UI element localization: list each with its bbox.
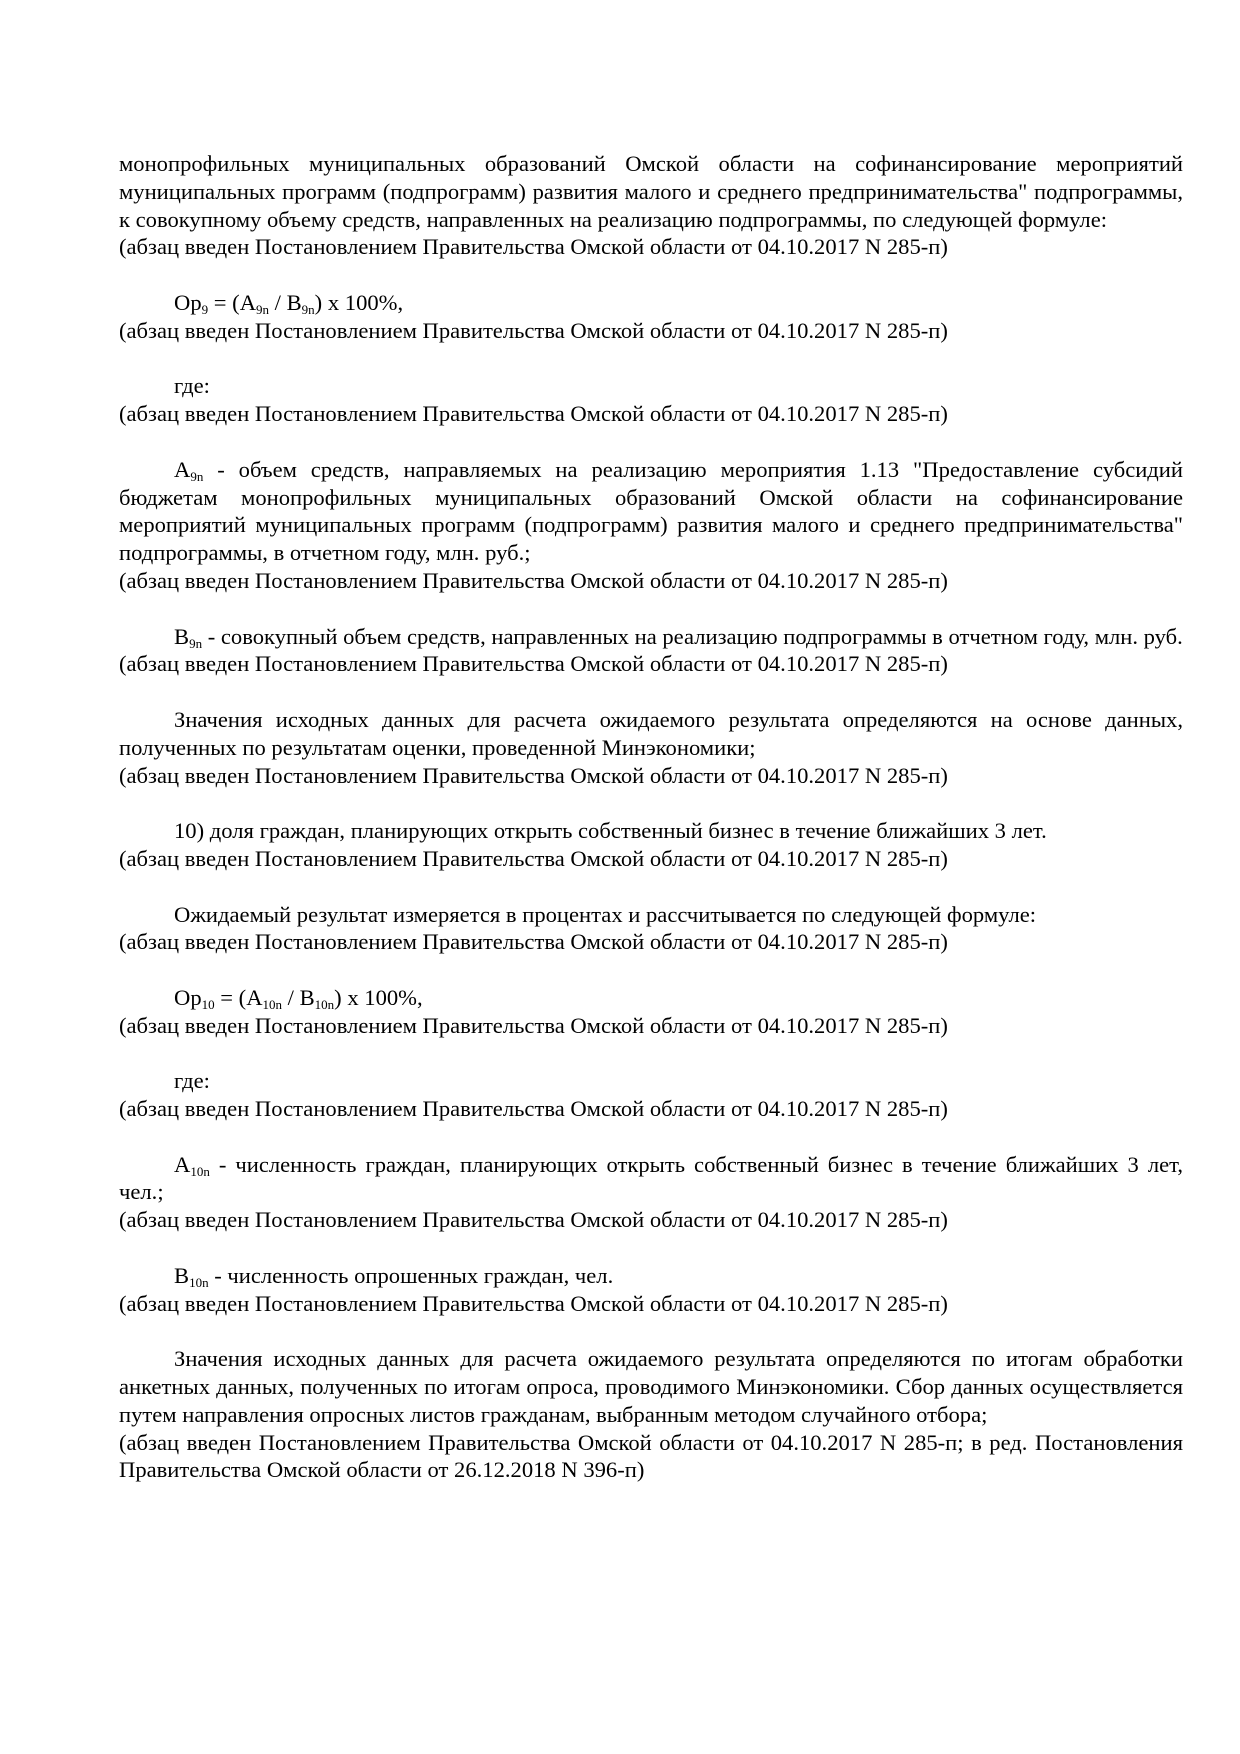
source-data-paragraph: Значения исходных данных для расчета ожидаемого результата определяются на основе данных, полученных по результатам оценки, проведенной Минэкономики; [119,706,1183,760]
spacer [119,678,1183,706]
item-10: 10) доля граждан, планирующих открыть собственный бизнес в течение ближайших 3 лет. [174,818,1047,844]
definition-a10n: A10n - численность граждан, планирующих открыть собственный бизнес в течение ближайших 3 лет, чел.; [119,1151,1183,1205]
spacer [119,1040,1183,1068]
spacer [119,1234,1183,1262]
where-label: где: [174,373,210,399]
spacer [119,595,1183,623]
amendment-note: (абзац введен Постановлением Правительства Омской области от 04.10.2017 N 285-п) [119,401,948,427]
where-label: где: [174,1068,210,1094]
amendment-note: (абзац введен Постановлением Правительства Омской области от 04.10.2017 N 285-п) [119,1290,948,1316]
amendment-note: (абзац введен Постановлением Правительства Омской области от 04.10.2017 N 285-п) [119,1012,948,1038]
spacer [119,789,1183,817]
amendment-note: (абзац введен Постановлением Правительства Омской области от 04.10.2017 N 285-п) [119,929,948,955]
spacer [119,1123,1183,1151]
amendment-note: (абзац введен Постановлением Правительства Омской области от 04.10.2017 N 285-п) [119,1207,948,1233]
document-page [119,150,1183,1484]
spacer [119,873,1183,901]
source-data-paragraph: Значения исходных данных для расчета ожидаемого результата определяются по итогам обработки анкетных данных, полученных по итогам опроса, проводимого Минэкономики. Сбор данных осуществляется путем направления опросных листов гражданам, выбранным методом случайного отбора; [119,1346,1183,1427]
amendment-note: (абзац введен Постановлением Правительства Омской области от 04.10.2017 N 285-п) [119,1096,948,1122]
amendment-note: (абзац введен Постановлением Правительства Омской области от 04.10.2017 N 285-п) [119,762,948,788]
amendment-note-final: (абзац введен Постановлением Правительства Омской области от 04.10.2017 N 285-п; в ред. Постановления Правительства Омской области от 26.12.2018 N 396-п) [119,1429,1183,1483]
spacer [119,428,1183,456]
amendment-note: (абзац введен Постановлением Правительства Омской области от 04.10.2017 N 285-п) [119,234,948,260]
spacer [119,345,1183,373]
definition-b9n: B9n - совокупный объем средств, направленных на реализацию подпрограммы в отчетном году, млн. руб. [174,623,1183,651]
amendment-note: (абзац введен Постановлением Правительства Омской области от 04.10.2017 N 285-п) [119,845,948,871]
formula-op9: Op9 = (A9n / B9n) x 100%, [174,289,404,317]
spacer [119,1317,1183,1345]
expected-result-paragraph: Ожидаемый результат измеряется в процентах и рассчитывается по следующей формуле: [174,901,1037,927]
amendment-note: (абзац введен Постановлением Правительства Омской области от 04.10.2017 N 285-п) [119,651,948,677]
spacer [119,261,1183,289]
amendment-note: (абзац введен Постановлением Правительства Омской области от 04.10.2017 N 285-п) [119,317,948,343]
definition-a9n: A9n - объем средств, направляемых на реализацию мероприятия 1.13 "Предоставление субсидий бюджетам монопрофильных муниципальных образований Омской области на софинансирование мероприятий муниципальных программ (подпрограмм) развития малого и среднего предпринимательства" подпрограммы, в отчетном году, млн. руб.; [119,456,1183,566]
spacer [119,956,1183,984]
amendment-note: (абзац введен Постановлением Правительства Омской области от 04.10.2017 N 285-п) [119,567,948,593]
paragraph-continuation: монопрофильных муниципальных образований Омской области на софинансирование мероприятий муниципальных программ (подпрограмм) развития малого и среднего предпринимательства" подпрограммы, к совокупному объему средств, направленных на реализацию подпрограммы, по следующей формуле: [119,151,1183,232]
formula-op10: Op10 = (A10n / B10n) x 100%, [174,984,423,1012]
definition-b10n: B10n - численность опрошенных граждан, чел. [174,1262,614,1290]
